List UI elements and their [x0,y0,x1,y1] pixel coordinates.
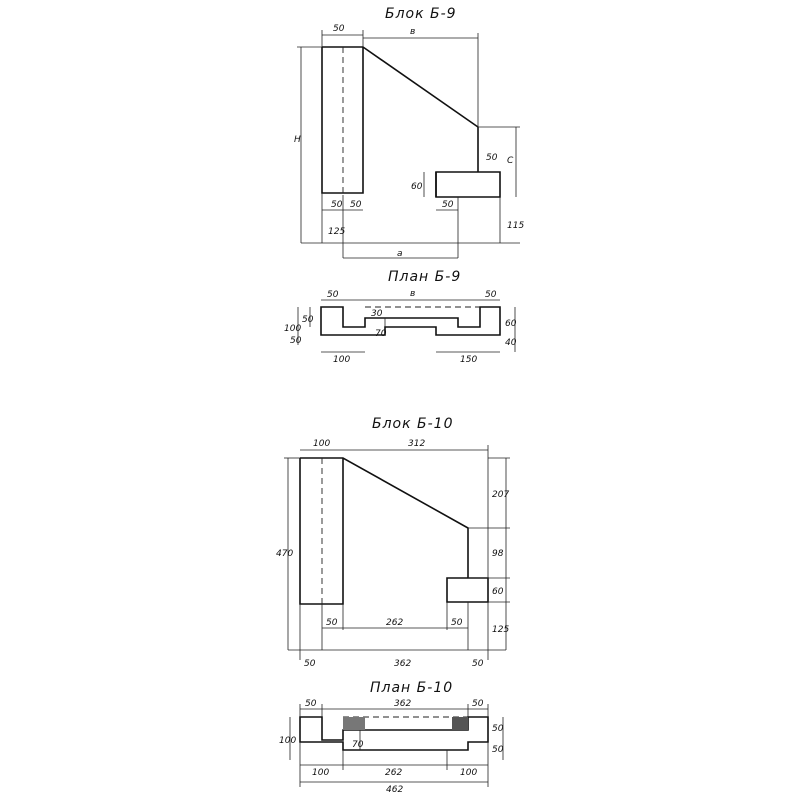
plan-b9-outline [321,307,500,335]
plan-b9-right-a: 60 [505,319,517,329]
plan-b9-mid-b: 70 [375,329,387,339]
b9-right-h: 115 [507,221,525,231]
b10-bot-mid: 362 [394,659,412,669]
b9-step: 50 [442,200,454,210]
b9-dim-h: Н [294,135,301,145]
block-b10-title: Блок Б-10 [372,416,454,432]
block-b9-outline [322,47,500,197]
block-b9-elevation [294,6,524,259]
plan-b9-mid-a: 30 [371,309,383,319]
plan-b10-right-h2: 50 [492,745,504,755]
plan-b9-right-b: 40 [505,338,517,348]
plan-b9-dim-b: в [410,289,416,299]
plan-b10-total-h: 100 [279,736,297,746]
plan-b9-left-outer: 50 [290,336,302,346]
plan-b9-left-top: 50 [327,290,339,300]
plan-b10-overall: 462 [386,785,404,795]
plan-b10-mid: 70 [352,740,364,750]
plan-b10-bottom-left: 100 [312,768,330,778]
plan-b10-title: План Б-10 [370,680,454,696]
b10-inner-left: 50 [326,618,338,628]
b10-inner-mid: 262 [386,618,404,628]
plan-b10-right-h: 50 [492,724,504,734]
plan-b10-top-right: 50 [472,699,484,709]
b9-dim-c: С [507,156,514,166]
b10-r1: 207 [492,490,510,500]
block-b10-outline [300,458,488,604]
plan-b10-bottom-mid: 262 [385,768,403,778]
plan-b10-top-left: 50 [305,699,317,709]
b10-top-span: 312 [408,439,426,449]
plan-b10-hatch [452,717,468,730]
plan-b10-top-mid: 362 [394,699,412,709]
b10-inner-right: 50 [451,618,463,628]
b9-ledge-h: 60 [411,182,423,192]
b10-r2: 98 [492,549,504,559]
b10-bot-left: 50 [304,659,316,669]
plan-b9-total-h: 100 [284,324,302,334]
b10-top-left: 100 [313,439,331,449]
plan-b9-bottom-right: 150 [460,355,478,365]
b9-dim-b: в [410,27,416,37]
b10-r4: 125 [492,625,510,635]
plan-b10-hatch-left [343,717,365,730]
plan-b9-title: План Б-9 [388,269,462,285]
plan-b9-left-inner: 50 [302,315,314,325]
b10-bot-right: 50 [472,659,484,669]
plan-b10-bottom-right: 100 [460,768,478,778]
b10-height: 470 [276,549,294,559]
plan-b9-right-top: 50 [485,290,497,300]
b9-foot-left: 50 [331,200,343,210]
plan-b10 [279,680,504,795]
block-b9-title: Блок Б-9 [385,6,457,22]
b9-foot-right: 50 [350,200,362,210]
block-b10-elevation [276,416,510,669]
plan-b9 [284,269,517,365]
b9-dim-a: а [397,249,403,259]
plan-b9-bottom-left: 100 [333,355,351,365]
b9-ledge-w: 50 [486,153,498,163]
b10-r3: 60 [492,587,504,597]
b9-top-width: 50 [333,24,345,34]
b9-base-h: 125 [328,227,346,237]
